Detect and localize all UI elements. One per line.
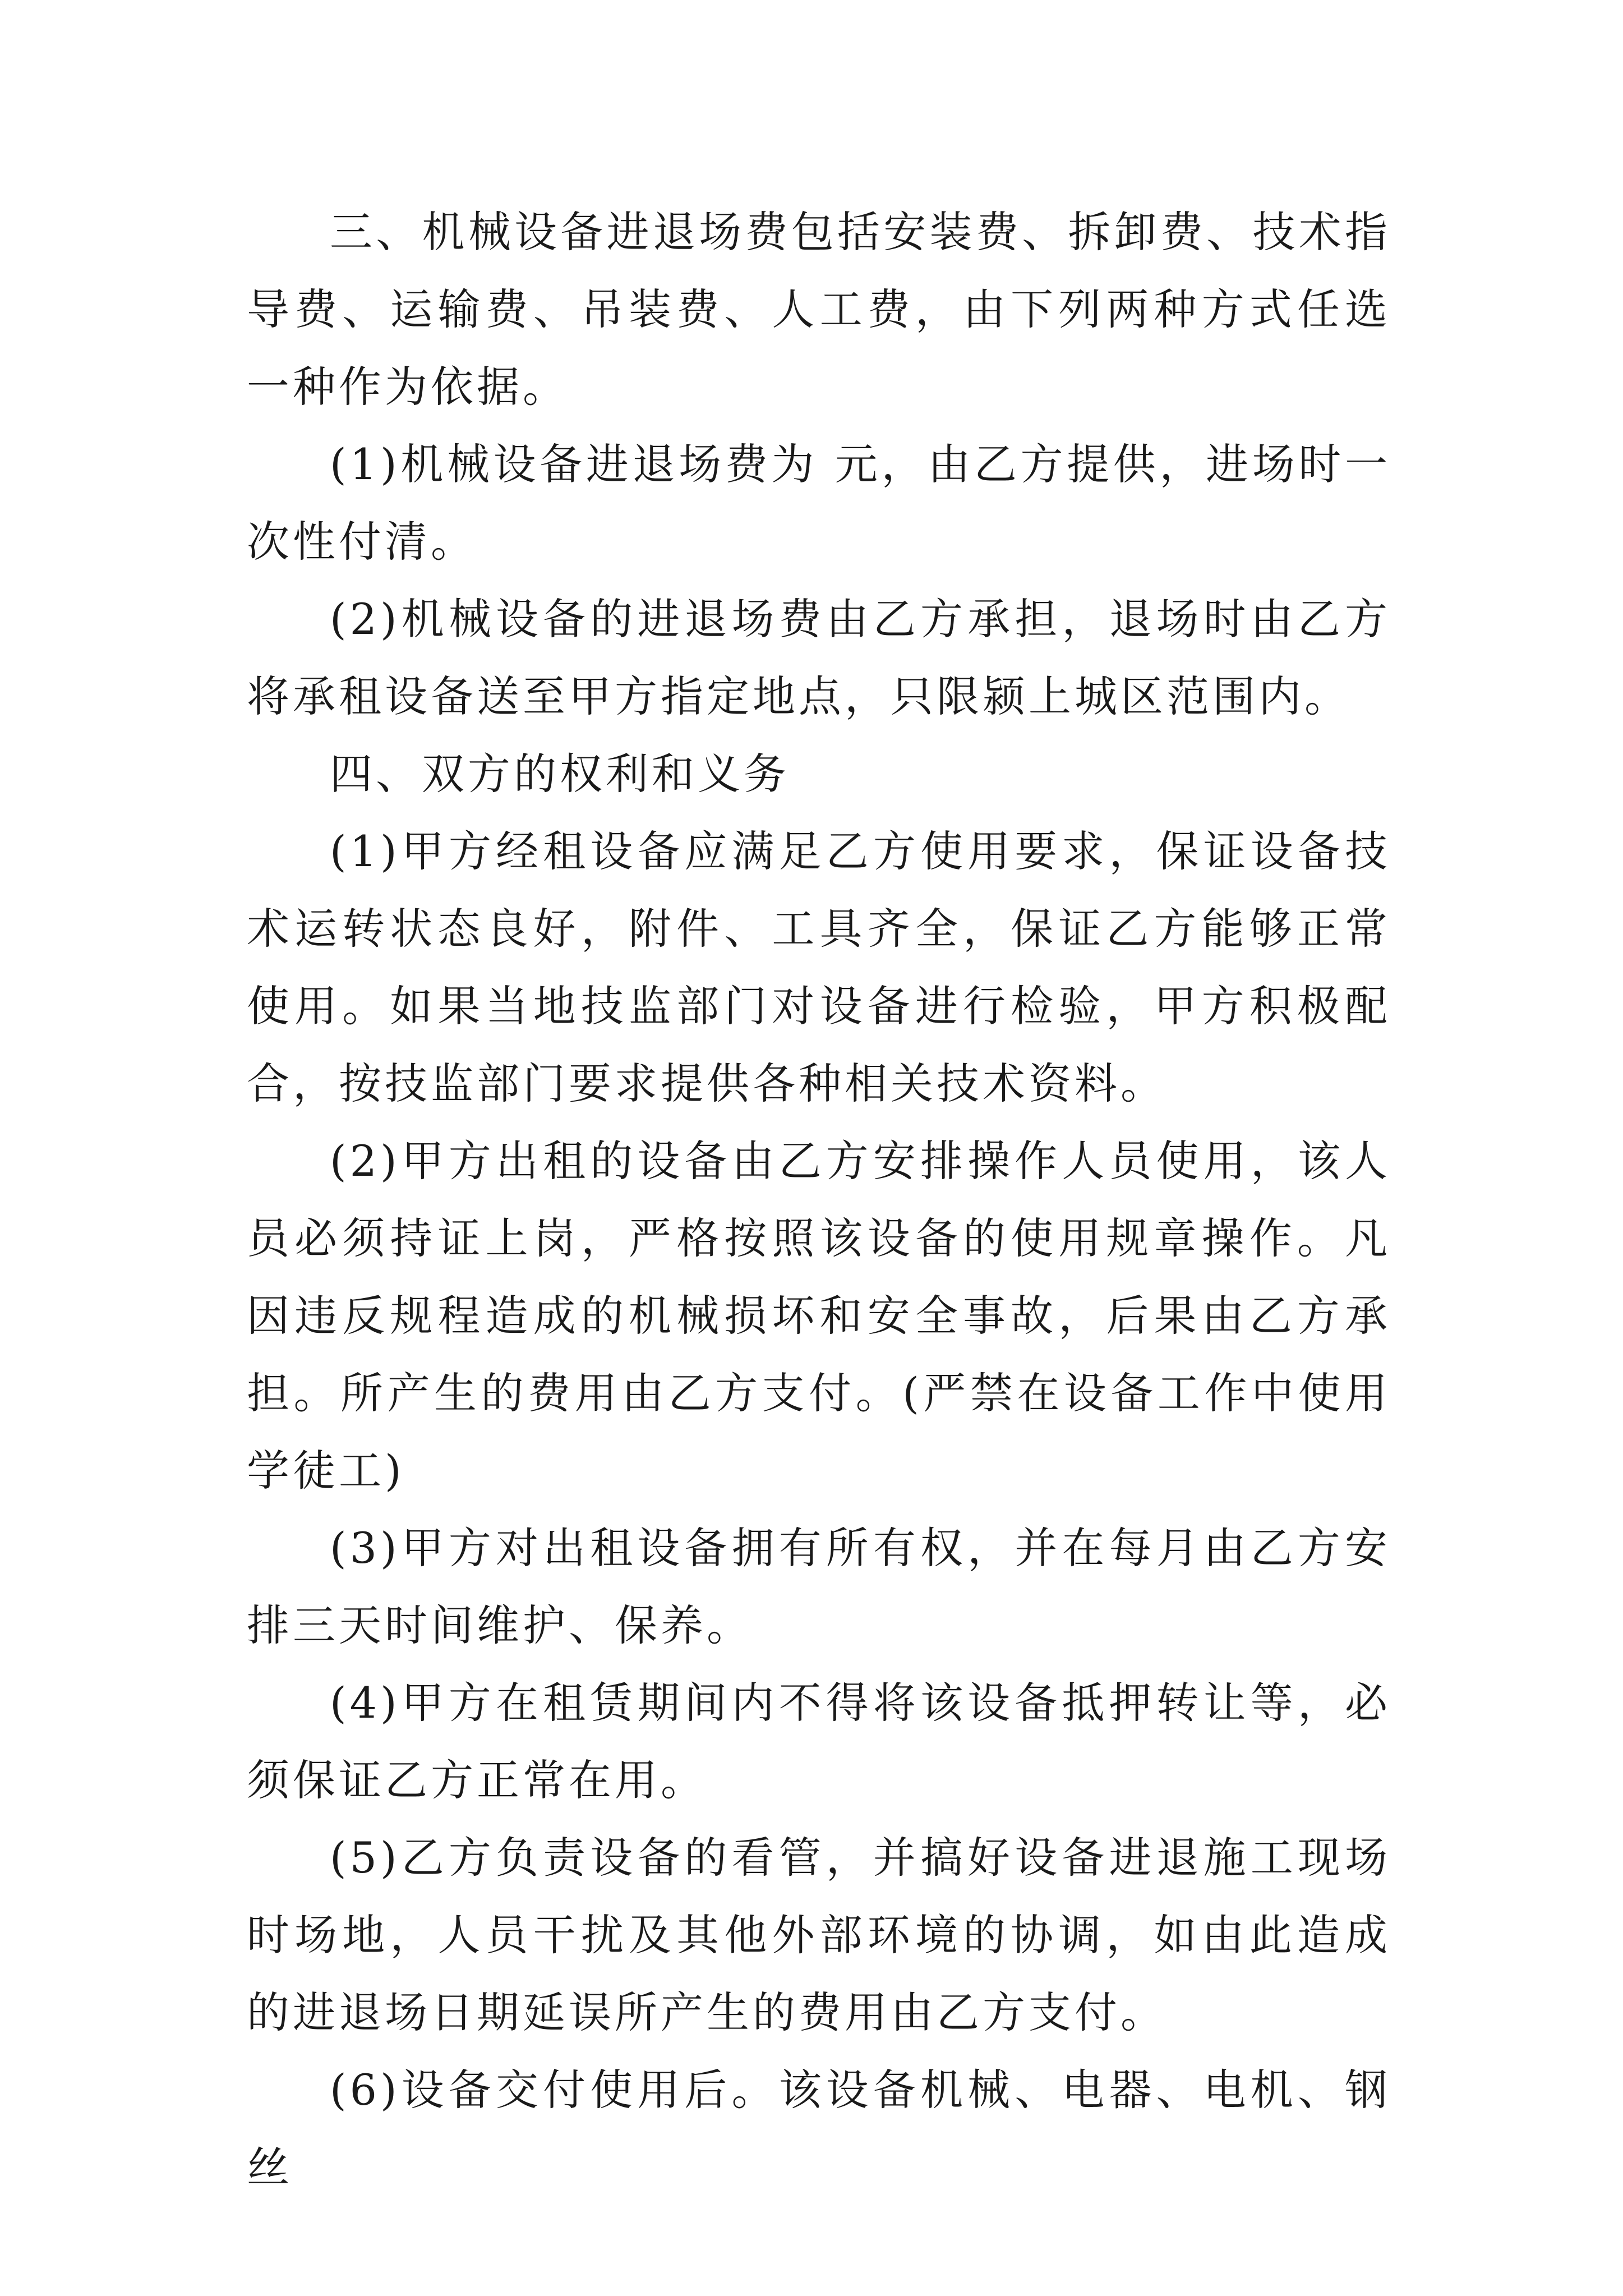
paragraph-clause-3: 三、机械设备进退场费包括安装费、拆卸费、技术指导费、运输费、吊装费、人工费，由下列两种方式任选一种作为依据。 — [247, 207, 1391, 412]
paragraph-clause-4-4: (4)甲方在租赁期间内不得将该设备抵押转让等，必须保证乙方正常在用。 — [247, 1678, 1391, 1805]
document-body — [247, 194, 1391, 2206]
paragraph-clause-4-3: (3)甲方对出租设备拥有所有权，并在每月由乙方安排三天时间维护、保养。 — [247, 1523, 1391, 1650]
section-heading-rights-obligations: 四、双方的权利和义务 — [330, 749, 790, 799]
paragraph-clause-4-5: (5)乙方负责设备的看管，并搞好设备进退施工现场时场地，人员干扰及其他外部环境的协调，如由此造成的进退场日期延误所产生的费用由乙方支付。 — [247, 1833, 1391, 2037]
paragraph-clause-3-1: (1)机械设备进退场费为 元，由乙方提供，进场时一次性付清。 — [247, 439, 1391, 567]
paragraph-clause-4-1: (1)甲方经租设备应满足乙方使用要求，保证设备技术运转状态良好，附件、工具齐全，保证乙方能够正常使用。如果当地技监部门对设备进行检验，甲方积极配合，按技监部门要求提供各种相关技术资料。 — [247, 826, 1391, 1108]
paragraph-clause-3-2: (2)机械设备的进退场费由乙方承担，退场时由乙方将承租设备送至甲方指定地点，只限颍上城区范围内。 — [247, 594, 1391, 721]
paragraph-clause-4-2: (2)甲方出租的设备由乙方安排操作人员使用，该人员必须持证上岗，严格按照该设备的使用规章操作。凡因违反规程造成的机械损坏和安全事故，后果由乙方承担。所产生的费用由乙方支付。(严禁在设备工作中使用学徒工) — [247, 1136, 1391, 1496]
paragraph-clause-4-6: (6)设备交付使用后。该设备机械、电器、电机、钢丝 — [247, 2065, 1391, 2192]
